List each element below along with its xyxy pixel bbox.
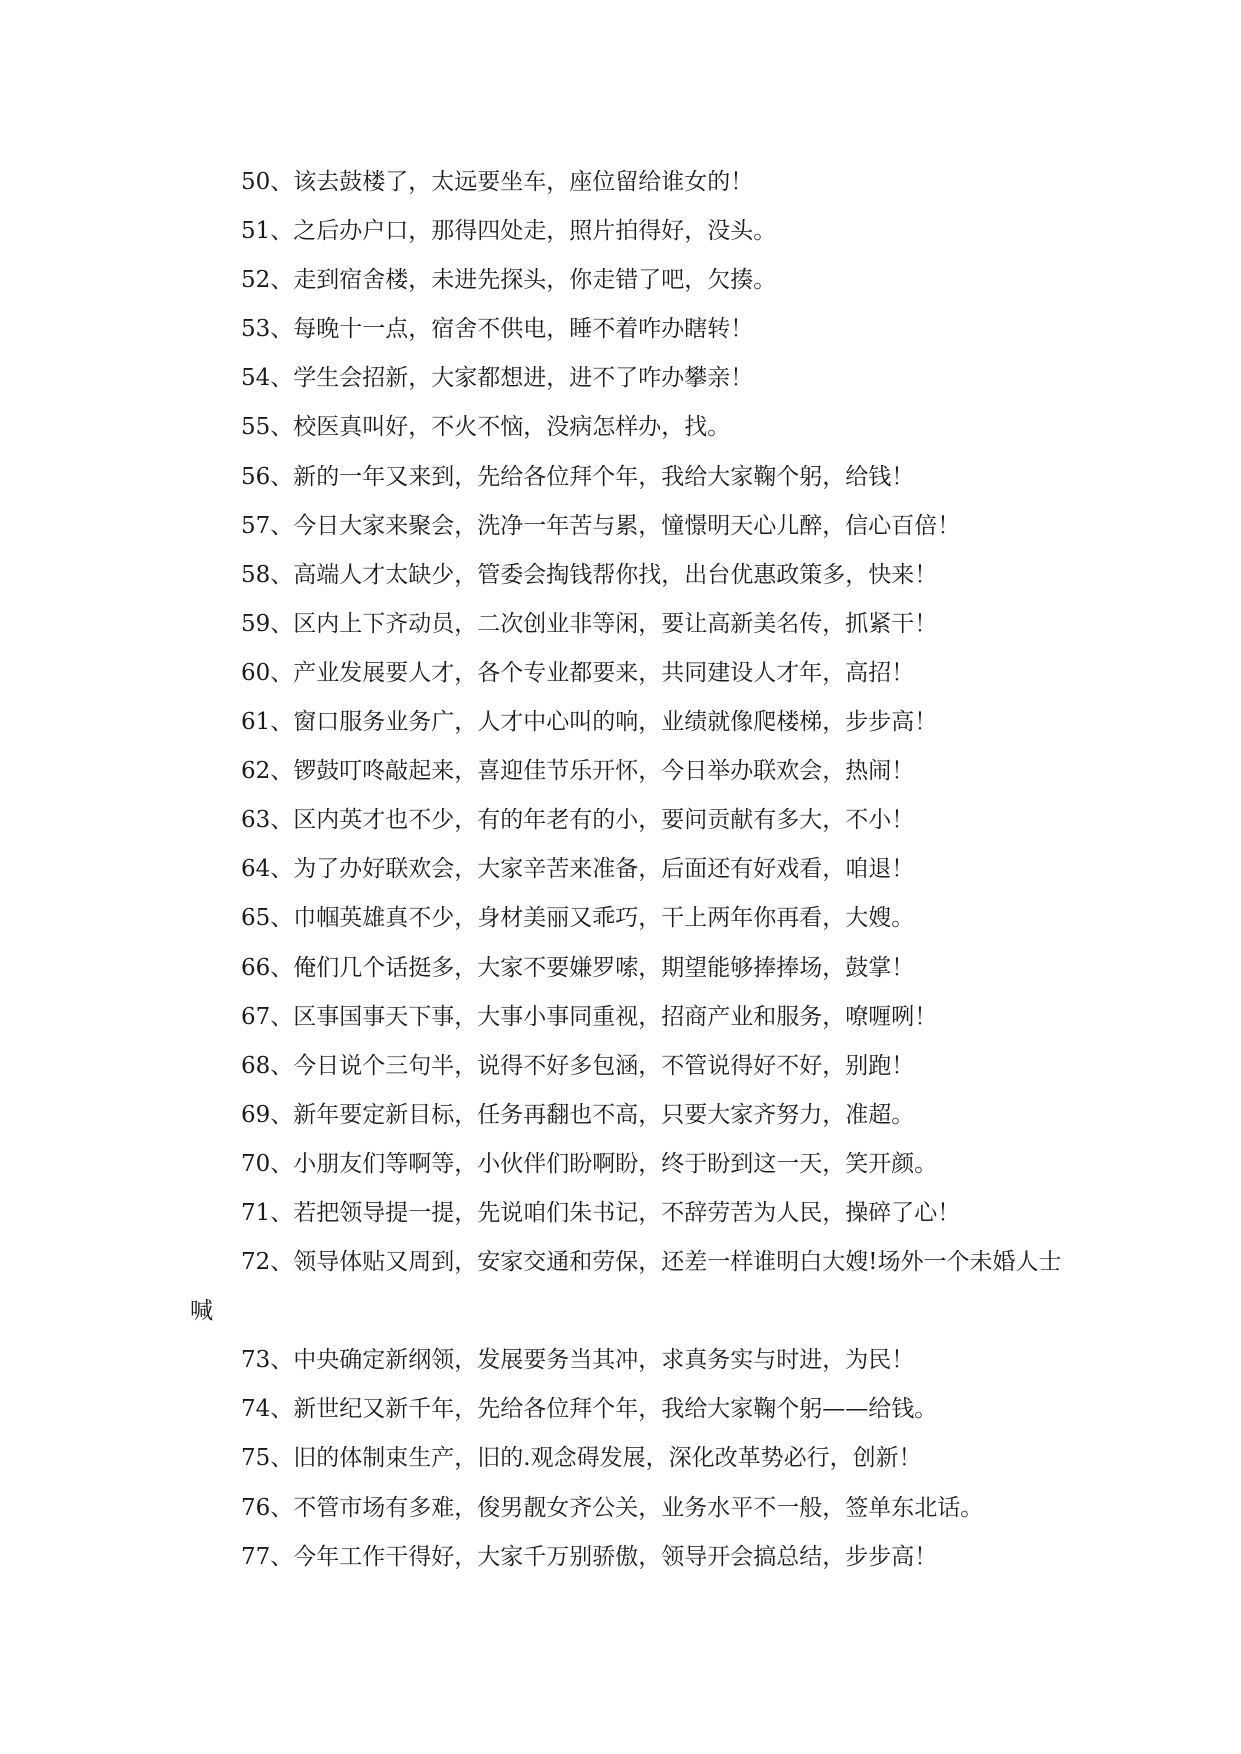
paragraph-66: 66、俺们几个话挺多，大家不要嫌罗嗦，期望能够捧捧场，鼓掌！: [241, 954, 915, 981]
paragraph-63: 63、区内英才也不少，有的年老有的小，要问贡献有多大，不小！: [241, 807, 915, 834]
paragraph-56: 56、新的一年又来到，先给各位拜个年，我给大家鞠个躬，给钱！: [241, 463, 915, 490]
paragraph-73: 73、中央确定新纲领，发展要务当其冲，求真务实与时进，为民！: [241, 1347, 915, 1374]
paragraph-59: 59、区内上下齐动员，二次创业非等闲，要让高新美名传，抓紧干！: [241, 610, 938, 637]
paragraph-75: 75、旧的体制束生产，旧的.观念碍发展，深化改革势必行，创新！: [241, 1445, 922, 1472]
paragraph-60: 60、产业发展要人才，各个专业都要来，共同建设人才年，高招！: [241, 659, 915, 686]
paragraph-61: 61、窗口服务业务广，人才中心叫的响，业绩就像爬楼梯，步步高！: [241, 709, 938, 736]
paragraph-67: 67、区事国事天下事，大事小事同重视，招商产业和服务，嘹喱咧！: [241, 1003, 938, 1030]
paragraph-72: 72、领导体贴又周到，安家交通和劳保，还差一样谁明白大嫂!场外一个未婚人士喊: [190, 1249, 1062, 1325]
paragraph-57: 57、今日大家来聚会，洗净一年苦与累，憧憬明天心儿醉，信心百倍！: [241, 512, 961, 539]
paragraph-64: 64、为了办好联欢会，大家辛苦来准备，后面还有好戏看，咱退！: [241, 856, 915, 883]
paragraph-71: 71、若把领导提一提，先说咱们朱书记，不辞劳苦为人民，操碎了心！: [241, 1199, 961, 1226]
paragraph-77: 77、今年工作干得好，大家千万别骄傲，领导开会搞总结，步步高！: [241, 1543, 938, 1570]
paragraph-69: 69、新年要定新目标，任务再翻也不高，只要大家齐努力，准超。: [241, 1101, 915, 1128]
paragraph-70: 70、小朋友们等啊等，小伙伴们盼啊盼，终于盼到这一天，笑开颜。: [241, 1150, 938, 1177]
paragraph-74: 74、新世纪又新千年，先给各位拜个年，我给大家鞠个躬——给钱。: [241, 1396, 938, 1423]
paragraph-65: 65、巾帼英雄真不少，身材美丽又乖巧，干上两年你再看，大嫂。: [241, 905, 915, 932]
paragraph-52: 52、走到宿舍楼，未进先探头，你走错了吧，欠揍。: [241, 267, 777, 294]
paragraph-50: 50、该去鼓楼了，太远要坐车，座位留给谁女的！: [241, 169, 754, 195]
paragraph-76: 76、不管市场有多难，俊男靓女齐公关，业务水平不一般，签单东北话。: [241, 1494, 984, 1521]
paragraph-51: 51、之后办户口，那得四处走，照片拍得好，没头。: [241, 218, 777, 245]
paragraph-53: 53、每晚十一点，宿舍不供电，睡不着咋办瞎转！: [241, 316, 754, 343]
paragraph-54: 54、学生会招新，大家都想进，进不了咋办攀亲！: [241, 365, 754, 392]
paragraph-55: 55、校医真叫好，不火不恼，没病怎样办，找。: [241, 414, 731, 441]
paragraph-58: 58、高端人才太缺少，管委会掏钱帮你找，出台优惠政策多，快来！: [241, 561, 938, 588]
document-body: [190, 158, 1070, 1582]
paragraph-62: 62、锣鼓叮咚敲起来，喜迎佳节乐开怀，今日举办联欢会，热闹！: [241, 758, 915, 785]
paragraph-68: 68、今日说个三句半，说得不好多包涵，不管说得好不好，别跑！: [241, 1052, 915, 1079]
